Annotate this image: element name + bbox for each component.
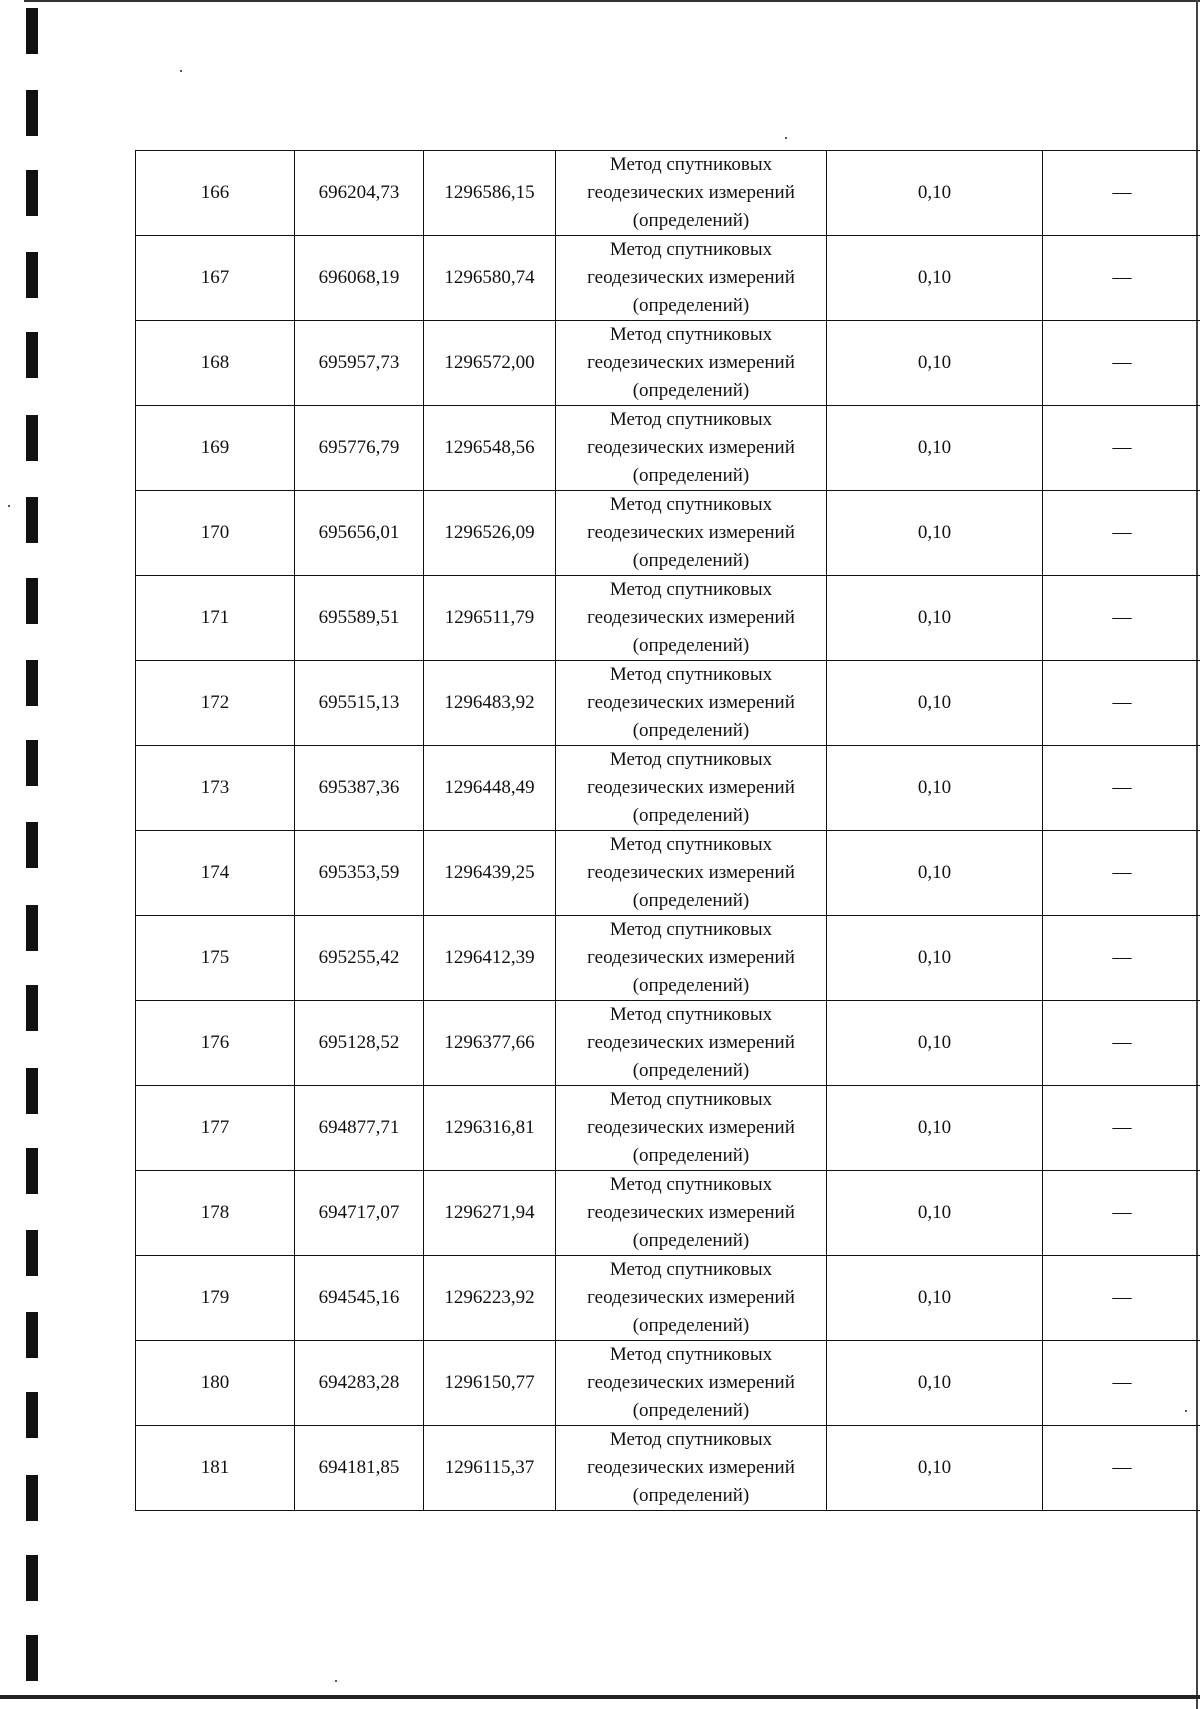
method-cell <box>556 1171 827 1256</box>
binding-hole-mark <box>26 1475 38 1521</box>
binding-hole-mark <box>26 497 38 543</box>
y-coordinate-cell: 1296511,79 <box>424 576 556 661</box>
y-coordinate-cell: 1296586,15 <box>424 151 556 236</box>
method-line: Метод спутниковых <box>609 1259 773 1280</box>
binding-hole-mark <box>26 170 38 216</box>
method-cell <box>556 406 827 491</box>
binding-hole-mark <box>26 985 38 1031</box>
binding-hole-mark <box>26 1392 38 1438</box>
x-coordinate-cell: 695589,51 <box>295 576 424 661</box>
method-line: Метод спутниковых <box>609 154 773 175</box>
method-line: Метод спутниковых <box>609 579 773 600</box>
method-cell <box>556 1086 827 1171</box>
scan-speck <box>180 70 182 72</box>
coordinates-table-body <box>136 151 1200 1511</box>
point-number-cell: 180 <box>136 1341 295 1426</box>
x-coordinate-cell: 695387,36 <box>295 746 424 831</box>
point-number-cell: 167 <box>136 236 295 321</box>
method-line: (определений) <box>632 465 750 486</box>
x-coordinate-cell: 694283,28 <box>295 1341 424 1426</box>
method-line: геодезических измерений <box>587 1372 795 1393</box>
method-cell <box>556 1426 827 1511</box>
accuracy-cell: 0,10 <box>827 746 1043 831</box>
method-line: Метод спутниковых <box>609 1089 773 1110</box>
binding-hole-mark <box>26 578 38 624</box>
binding-hole-mark <box>26 252 38 298</box>
method-line: геодезических измерений <box>587 1287 795 1308</box>
table-row <box>136 1426 1200 1511</box>
binding-hole-mark <box>26 822 38 868</box>
method-cell <box>556 576 827 661</box>
scan-speck <box>8 505 10 507</box>
binding-hole-mark <box>26 1148 38 1194</box>
point-number-cell: 173 <box>136 746 295 831</box>
note-cell: — <box>1043 1256 1200 1341</box>
accuracy-cell: 0,10 <box>827 321 1043 406</box>
note-cell: — <box>1043 661 1200 746</box>
point-number-cell: 174 <box>136 831 295 916</box>
method-line: Метод спутниковых <box>609 919 773 940</box>
y-coordinate-cell: 1296483,92 <box>424 661 556 746</box>
method-line: Метод спутниковых <box>609 664 773 685</box>
y-coordinate-cell: 1296316,81 <box>424 1086 556 1171</box>
method-line: геодезических измерений <box>587 692 795 713</box>
binding-hole-mark <box>26 660 38 706</box>
method-line: (определений) <box>632 380 750 401</box>
table-row <box>136 661 1200 746</box>
point-number-cell: 166 <box>136 151 295 236</box>
y-coordinate-cell: 1296412,39 <box>424 916 556 1001</box>
method-cell <box>556 491 827 576</box>
note-cell: — <box>1043 491 1200 576</box>
y-coordinate-cell: 1296580,74 <box>424 236 556 321</box>
table-row <box>136 321 1200 406</box>
binding-hole-mark <box>26 740 38 786</box>
method-cell <box>556 916 827 1001</box>
method-cell <box>556 1341 827 1426</box>
coordinates-table <box>135 150 1200 1511</box>
method-line: геодезических измерений <box>587 182 795 203</box>
method-line: (определений) <box>632 295 750 316</box>
accuracy-cell: 0,10 <box>827 831 1043 916</box>
table-row <box>136 1256 1200 1341</box>
note-cell: — <box>1043 1426 1200 1511</box>
table-row <box>136 1171 1200 1256</box>
y-coordinate-cell: 1296572,00 <box>424 321 556 406</box>
table-row <box>136 831 1200 916</box>
method-line: геодезических измерений <box>587 437 795 458</box>
note-cell: — <box>1043 321 1200 406</box>
method-line: геодезических измерений <box>587 947 795 968</box>
method-line: геодезических измерений <box>587 862 795 883</box>
x-coordinate-cell: 696204,73 <box>295 151 424 236</box>
method-line: геодезических измерений <box>587 777 795 798</box>
point-number-cell: 177 <box>136 1086 295 1171</box>
note-cell: — <box>1043 1341 1200 1426</box>
x-coordinate-cell: 695957,73 <box>295 321 424 406</box>
method-line: Метод спутниковых <box>609 749 773 770</box>
y-coordinate-cell: 1296448,49 <box>424 746 556 831</box>
table-row <box>136 406 1200 491</box>
method-line: Метод спутниковых <box>609 834 773 855</box>
y-coordinate-cell: 1296548,56 <box>424 406 556 491</box>
binding-hole-mark <box>26 1555 38 1601</box>
table-row <box>136 746 1200 831</box>
method-line: (определений) <box>632 1145 750 1166</box>
y-coordinate-cell: 1296271,94 <box>424 1171 556 1256</box>
method-line: (определений) <box>632 1485 750 1506</box>
accuracy-cell: 0,10 <box>827 1341 1043 1426</box>
method-cell <box>556 151 827 236</box>
method-line: геодезических измерений <box>587 1032 795 1053</box>
point-number-cell: 172 <box>136 661 295 746</box>
accuracy-cell: 0,10 <box>827 1001 1043 1086</box>
method-line: (определений) <box>632 550 750 571</box>
note-cell: — <box>1043 576 1200 661</box>
method-line: Метод спутниковых <box>609 239 773 260</box>
x-coordinate-cell: 695515,13 <box>295 661 424 746</box>
method-line: (определений) <box>632 1060 750 1081</box>
method-line: геодезических измерений <box>587 352 795 373</box>
page-top-edge <box>24 0 1200 2</box>
table-row <box>136 151 1200 236</box>
method-line: Метод спутниковых <box>609 1344 773 1365</box>
x-coordinate-cell: 694717,07 <box>295 1171 424 1256</box>
point-number-cell: 179 <box>136 1256 295 1341</box>
method-line: (определений) <box>632 805 750 826</box>
y-coordinate-cell: 1296150,77 <box>424 1341 556 1426</box>
method-line: геодезических измерений <box>587 1117 795 1138</box>
note-cell: — <box>1043 151 1200 236</box>
method-line: (определений) <box>632 975 750 996</box>
accuracy-cell: 0,10 <box>827 916 1043 1001</box>
accuracy-cell: 0,10 <box>827 1256 1043 1341</box>
y-coordinate-cell: 1296115,37 <box>424 1426 556 1511</box>
x-coordinate-cell: 695255,42 <box>295 916 424 1001</box>
point-number-cell: 170 <box>136 491 295 576</box>
table-row <box>136 236 1200 321</box>
method-line: геодезических измерений <box>587 522 795 543</box>
point-number-cell: 175 <box>136 916 295 1001</box>
table-row <box>136 1001 1200 1086</box>
binding-hole-mark <box>26 332 38 378</box>
method-cell <box>556 1256 827 1341</box>
x-coordinate-cell: 694181,85 <box>295 1426 424 1511</box>
method-line: Метод спутниковых <box>609 1429 773 1450</box>
method-line: геодезических измерений <box>587 607 795 628</box>
point-number-cell: 171 <box>136 576 295 661</box>
method-cell <box>556 1001 827 1086</box>
binding-hole-mark <box>26 1068 38 1114</box>
y-coordinate-cell: 1296223,92 <box>424 1256 556 1341</box>
method-line: Метод спутниковых <box>609 1004 773 1025</box>
point-number-cell: 169 <box>136 406 295 491</box>
method-cell <box>556 321 827 406</box>
method-line: (определений) <box>632 635 750 656</box>
binding-hole-mark <box>26 1312 38 1358</box>
binding-hole-marks <box>26 0 40 1709</box>
note-cell: — <box>1043 1086 1200 1171</box>
accuracy-cell: 0,10 <box>827 661 1043 746</box>
accuracy-cell: 0,10 <box>827 151 1043 236</box>
method-line: геодезических измерений <box>587 1457 795 1478</box>
binding-hole-mark <box>26 90 38 136</box>
method-line: (определений) <box>632 890 750 911</box>
binding-hole-mark <box>26 1635 38 1681</box>
binding-hole-mark <box>26 905 38 951</box>
binding-hole-mark <box>26 415 38 461</box>
accuracy-cell: 0,10 <box>827 1086 1043 1171</box>
y-coordinate-cell: 1296526,09 <box>424 491 556 576</box>
note-cell: — <box>1043 746 1200 831</box>
accuracy-cell: 0,10 <box>827 576 1043 661</box>
point-number-cell: 176 <box>136 1001 295 1086</box>
accuracy-cell: 0,10 <box>827 406 1043 491</box>
x-coordinate-cell: 695128,52 <box>295 1001 424 1086</box>
x-coordinate-cell: 695353,59 <box>295 831 424 916</box>
point-number-cell: 181 <box>136 1426 295 1511</box>
x-coordinate-cell: 695656,01 <box>295 491 424 576</box>
y-coordinate-cell: 1296439,25 <box>424 831 556 916</box>
table-row <box>136 916 1200 1001</box>
scan-speck <box>785 137 787 139</box>
table-row <box>136 1341 1200 1426</box>
binding-hole-mark <box>26 1230 38 1276</box>
method-line: Метод спутниковых <box>609 324 773 345</box>
method-line: (определений) <box>632 1400 750 1421</box>
method-cell <box>556 661 827 746</box>
accuracy-cell: 0,10 <box>827 491 1043 576</box>
method-line: (определений) <box>632 210 750 231</box>
accuracy-cell: 0,10 <box>827 1171 1043 1256</box>
note-cell: — <box>1043 1001 1200 1086</box>
x-coordinate-cell: 696068,19 <box>295 236 424 321</box>
accuracy-cell: 0,10 <box>827 1426 1043 1511</box>
method-cell <box>556 236 827 321</box>
method-line: Метод спутниковых <box>609 1174 773 1195</box>
table-row <box>136 1086 1200 1171</box>
scan-speck <box>335 1680 337 1682</box>
method-line: (определений) <box>632 1230 750 1251</box>
accuracy-cell: 0,10 <box>827 236 1043 321</box>
method-cell <box>556 831 827 916</box>
binding-hole-mark <box>26 8 38 54</box>
method-line: Метод спутниковых <box>609 409 773 430</box>
method-line: геодезических измерений <box>587 267 795 288</box>
table-row <box>136 576 1200 661</box>
method-cell <box>556 746 827 831</box>
note-cell: — <box>1043 831 1200 916</box>
note-cell: — <box>1043 1171 1200 1256</box>
method-line: геодезических измерений <box>587 1202 795 1223</box>
note-cell: — <box>1043 406 1200 491</box>
method-line: (определений) <box>632 720 750 741</box>
y-coordinate-cell: 1296377,66 <box>424 1001 556 1086</box>
table-row <box>136 491 1200 576</box>
note-cell: — <box>1043 916 1200 1001</box>
method-line: Метод спутниковых <box>609 494 773 515</box>
point-number-cell: 178 <box>136 1171 295 1256</box>
page-bottom-edge <box>0 1695 1200 1699</box>
point-number-cell: 168 <box>136 321 295 406</box>
method-line: (определений) <box>632 1315 750 1336</box>
x-coordinate-cell: 694877,71 <box>295 1086 424 1171</box>
x-coordinate-cell: 694545,16 <box>295 1256 424 1341</box>
x-coordinate-cell: 695776,79 <box>295 406 424 491</box>
note-cell: — <box>1043 236 1200 321</box>
